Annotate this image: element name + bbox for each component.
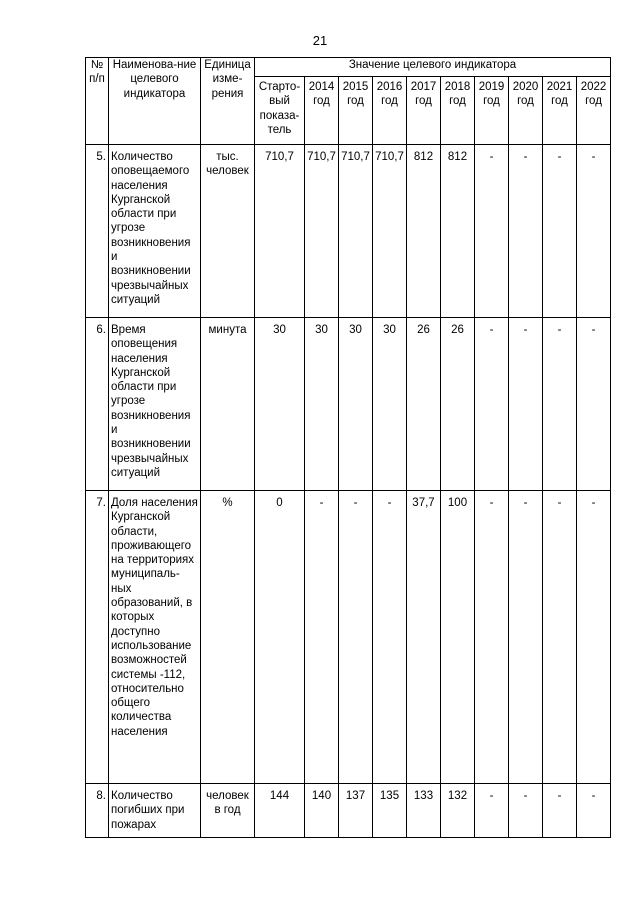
value-2021: - (543, 145, 577, 318)
header-2017: 2017 год (407, 77, 441, 145)
value-2021: - (543, 491, 577, 784)
value-2016: - (373, 491, 407, 784)
value-2017: 26 (407, 318, 441, 491)
value-2018: 26 (441, 318, 475, 491)
value-2022: - (577, 318, 611, 491)
value-2014: - (305, 491, 339, 784)
header-2022: 2022 год (577, 77, 611, 145)
value-2016: 135 (373, 784, 407, 838)
header-2019: 2019 год (475, 77, 509, 145)
value-2014: 710,7 (305, 145, 339, 318)
indicator-name: Доля населения Курганской области, проживающего на территориях муниципаль-ных образований, в которых доступно использование возможностей системы -112, относительно общего количества населения (109, 491, 201, 784)
table-row (86, 318, 611, 491)
value-start: 710,7 (255, 145, 305, 318)
value-2020: - (509, 318, 543, 491)
value-2014: 140 (305, 784, 339, 838)
value-2018: 132 (441, 784, 475, 838)
row-num: 6. (86, 318, 109, 491)
unit: минута (201, 318, 255, 491)
value-2019: - (475, 491, 509, 784)
header-2018: 2018 год (441, 77, 475, 145)
value-2015: 30 (339, 318, 373, 491)
unit: тыс. человек (201, 145, 255, 318)
row-num: 8. (86, 784, 109, 838)
header-2014: 2014 год (305, 77, 339, 145)
value-2018: 100 (441, 491, 475, 784)
header-target-value: Значение целевого индикатора (255, 58, 611, 77)
value-2017: 37,7 (407, 491, 441, 784)
header-2021: 2021 год (543, 77, 577, 145)
value-start: 30 (255, 318, 305, 491)
value-2015: 137 (339, 784, 373, 838)
unit: человек в год (201, 784, 255, 838)
value-2020: - (509, 784, 543, 838)
value-2017: 133 (407, 784, 441, 838)
header-2020: 2020 год (509, 77, 543, 145)
row-num: 7. (86, 491, 109, 784)
value-2015: 710,7 (339, 145, 373, 318)
value-2018: 812 (441, 145, 475, 318)
value-2015: - (339, 491, 373, 784)
value-2022: - (577, 145, 611, 318)
indicator-name: Время оповещения населения Курганской области при угрозе возникновения и возникновении чрезвычайных ситуаций (109, 318, 201, 491)
value-2020: - (509, 491, 543, 784)
table-row (86, 145, 611, 318)
value-2021: - (543, 784, 577, 838)
header-start: Старто-вый показа-тель (255, 77, 305, 145)
header-name: Наименова-ние целевого индикатора (109, 58, 201, 145)
table-row (86, 784, 611, 838)
value-2019: - (475, 318, 509, 491)
row-num: 5. (86, 145, 109, 318)
value-2022: - (577, 491, 611, 784)
header-unit: Единица изме-рения (201, 58, 255, 145)
table-row (86, 491, 611, 784)
page-number: 21 (312, 33, 328, 48)
indicator-name: Количество погибших при пожарах (109, 784, 201, 838)
value-2016: 30 (373, 318, 407, 491)
header-2015: 2015 год (339, 77, 373, 145)
value-2016: 710,7 (373, 145, 407, 318)
value-2019: - (475, 145, 509, 318)
value-start: 0 (255, 491, 305, 784)
value-2020: - (509, 145, 543, 318)
header-2016: 2016 год (373, 77, 407, 145)
value-2022: - (577, 784, 611, 838)
header-num: № п/п (86, 58, 109, 145)
value-2017: 812 (407, 145, 441, 318)
indicator-name: Количество оповещаемого населения Курганской области при угрозе возникновения и возникновении чрезвычайных ситуаций (109, 145, 201, 318)
value-2014: 30 (305, 318, 339, 491)
value-2019: - (475, 784, 509, 838)
value-2021: - (543, 318, 577, 491)
target-indicators-table (85, 57, 611, 838)
value-start: 144 (255, 784, 305, 838)
unit: % (201, 491, 255, 784)
